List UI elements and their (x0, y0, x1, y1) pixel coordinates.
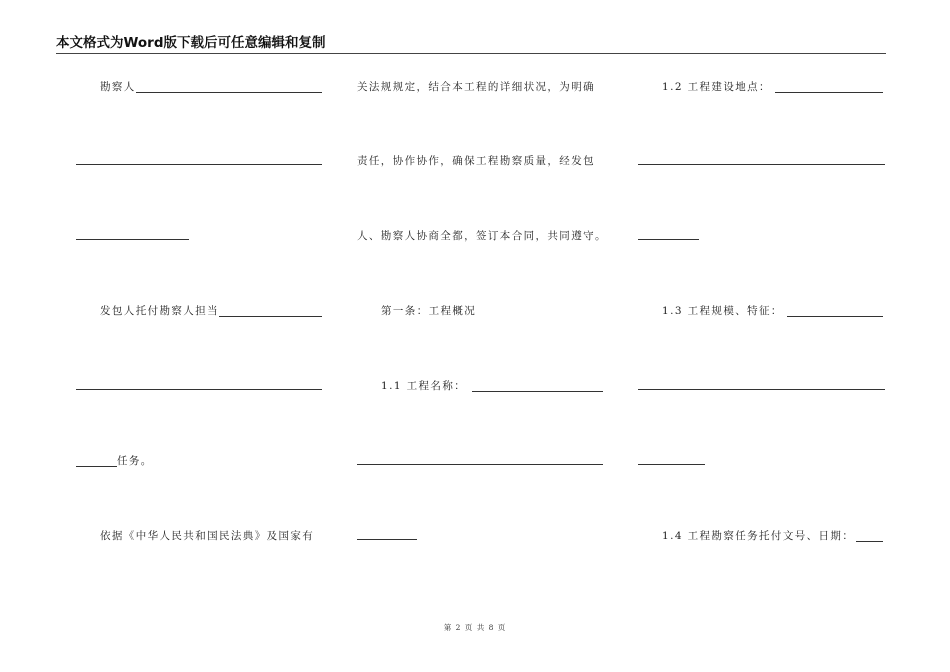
blank-contractor[interactable] (136, 78, 322, 93)
line-commission (638, 527, 883, 545)
line-regulations (357, 78, 595, 96)
line-contractor (76, 78, 322, 96)
line-task (76, 452, 322, 470)
line-basis (76, 527, 322, 545)
line-responsibility (357, 152, 595, 170)
blank-entrust[interactable] (219, 302, 322, 317)
label-task: 任务。 (117, 455, 153, 467)
blank-project-name[interactable] (472, 377, 603, 392)
blank-line[interactable] (357, 539, 417, 540)
blank-line[interactable] (638, 389, 885, 390)
blank-line[interactable] (357, 464, 603, 465)
label-scale: 1.3 工程规模、特征： (662, 305, 783, 317)
label-contractor: 勘察人 (100, 81, 136, 93)
page-number: 第 2 页 共 8 页 (443, 623, 507, 632)
blank-line[interactable] (638, 164, 885, 165)
text-basis: 依据《中华人民共和国民法典》及国家有 (100, 530, 315, 542)
blank-commission[interactable] (856, 527, 883, 542)
heading-article-1: 第一条：工程概况 (381, 305, 477, 317)
line-agreement (357, 227, 607, 245)
line-project-name (357, 377, 603, 395)
label-entrust: 发包人托付勘察人担当 (100, 305, 219, 317)
line-scale (638, 302, 883, 320)
label-commission: 1.4 工程勘察任务托付文号、日期： (662, 530, 855, 542)
blank-line[interactable] (638, 464, 705, 465)
blank-site[interactable] (775, 78, 883, 93)
blank-line[interactable] (76, 389, 322, 390)
line-entrust (76, 302, 322, 320)
line-site (638, 78, 883, 96)
text-regulations: 关法规规定，结合本工程的详细状况，为明确 (357, 81, 595, 93)
blank-line[interactable] (638, 239, 699, 240)
document-header: 本文格式为Word版下载后可任意编辑和复制 (56, 34, 886, 54)
blank-line[interactable] (76, 239, 189, 240)
label-site: 1.2 工程建设地点： (662, 81, 771, 93)
blank-line[interactable] (76, 164, 322, 165)
text-responsibility: 责任，协作协作，确保工程勘察质量，经发包 (357, 155, 595, 167)
label-project-name: 1.1 工程名称： (381, 380, 467, 392)
line-article-1 (357, 302, 476, 320)
blank-task[interactable] (76, 452, 117, 467)
text-agreement: 人、勘察人协商全都，签订本合同，共同遵守。 (357, 230, 607, 242)
blank-scale[interactable] (787, 302, 883, 317)
